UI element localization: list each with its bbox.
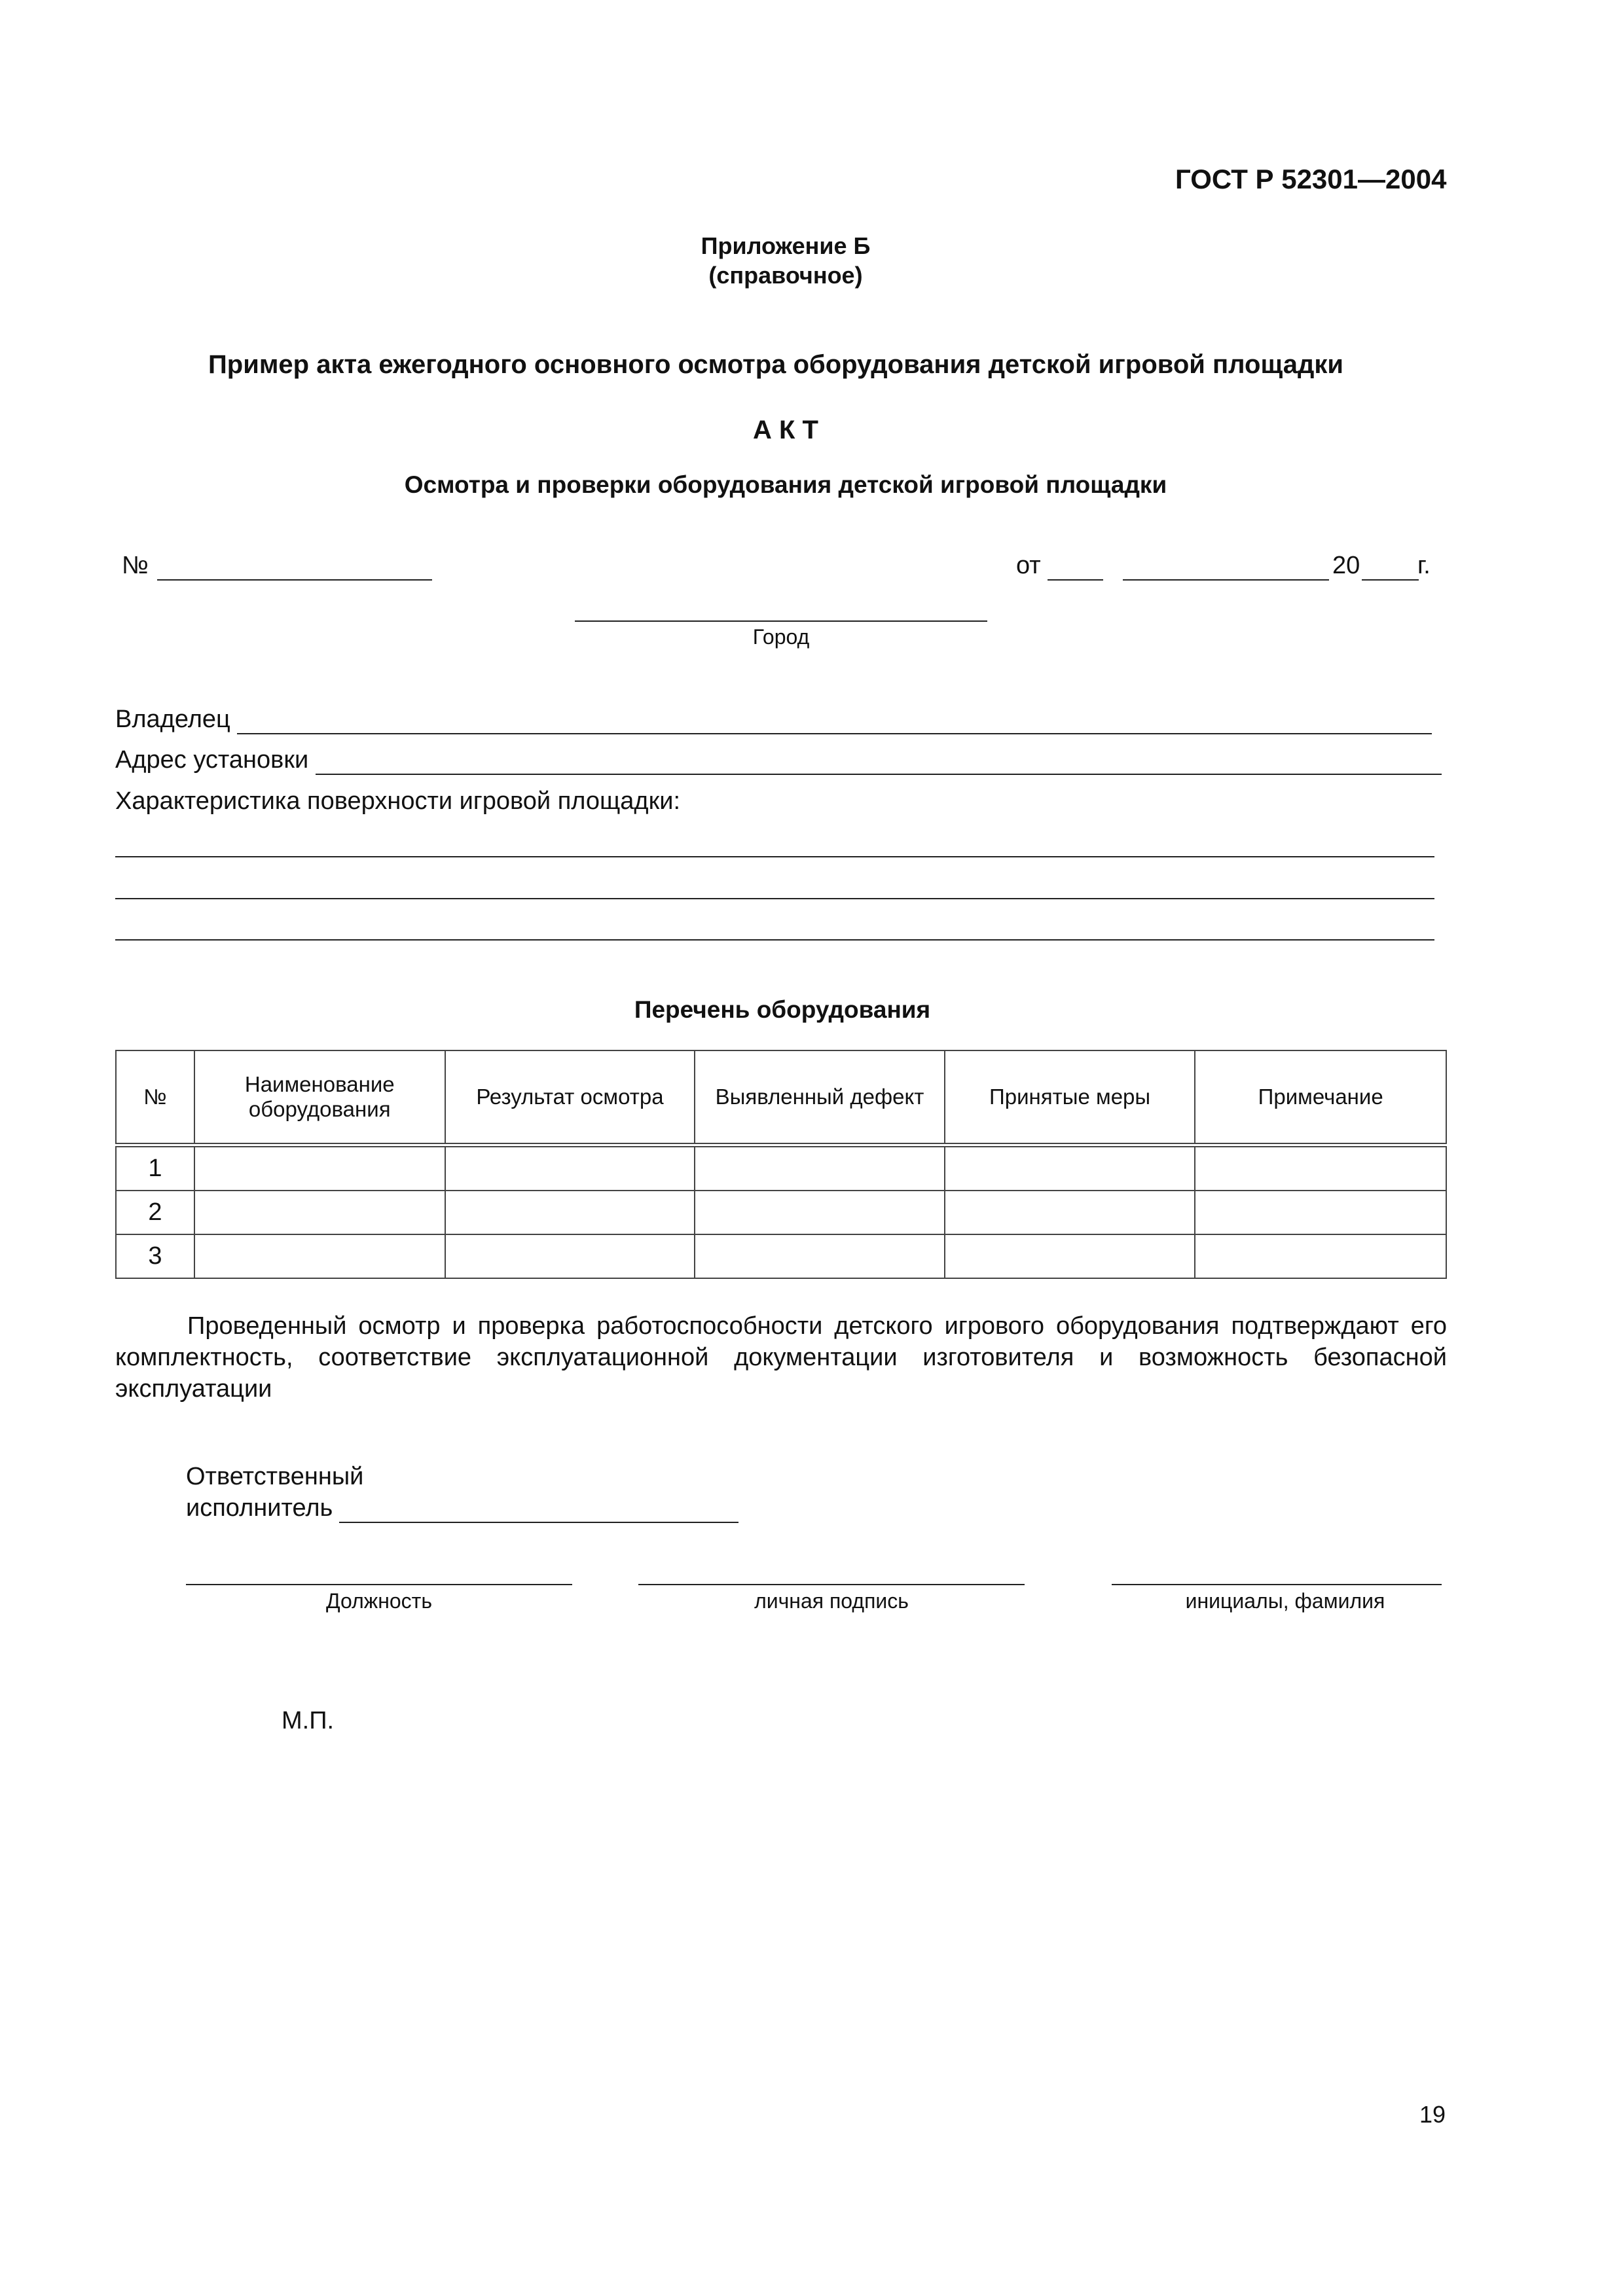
column-header-defect: Выявленный дефект xyxy=(695,1050,945,1145)
year-suffix: г. xyxy=(1417,552,1431,579)
column-header-inspection-result: Результат осмотра xyxy=(445,1050,695,1145)
table-cell[interactable] xyxy=(445,1145,695,1191)
name-caption: инициалы, фамилия xyxy=(1185,1589,1385,1613)
table-cell[interactable] xyxy=(194,1145,445,1191)
column-header-number: № xyxy=(116,1050,194,1145)
stamp-label: М.П. xyxy=(282,1707,335,1734)
row-number: 2 xyxy=(116,1191,194,1234)
appendix-title: Приложение Б xyxy=(701,232,871,259)
table-cell[interactable] xyxy=(194,1191,445,1234)
signature-caption: личная подпись xyxy=(754,1589,909,1613)
table-cell[interactable] xyxy=(1195,1145,1446,1191)
owner-label: Владелец xyxy=(115,706,230,733)
number-label: № xyxy=(122,552,149,579)
table-row xyxy=(116,1191,1446,1234)
surface-field-line-1[interactable] xyxy=(115,856,1434,857)
column-header-equipment-name-text: Наименование оборудования xyxy=(244,1072,395,1121)
act-label: А К Т xyxy=(753,416,818,444)
act-subject: Осмотра и проверки оборудования детской игровой площадки xyxy=(404,471,1167,498)
month-field[interactable] xyxy=(1123,579,1329,581)
page-number: 19 xyxy=(1419,2101,1446,2128)
table-row xyxy=(116,1234,1446,1278)
address-field[interactable] xyxy=(316,774,1442,775)
column-header-measures: Принятые меры xyxy=(945,1050,1195,1145)
surface-field-line-2[interactable] xyxy=(115,898,1434,899)
city-field[interactable] xyxy=(575,620,987,622)
equipment-table xyxy=(115,1050,1447,1279)
column-header-note: Примечание xyxy=(1195,1050,1446,1145)
position-field[interactable] xyxy=(186,1584,572,1585)
table-cell[interactable] xyxy=(695,1191,945,1234)
name-field[interactable] xyxy=(1112,1584,1442,1585)
table-cell[interactable] xyxy=(1195,1234,1446,1278)
executor-label: исполнитель xyxy=(186,1494,333,1522)
table-cell[interactable] xyxy=(945,1145,1195,1191)
city-caption: Город xyxy=(752,625,810,649)
signature-field[interactable] xyxy=(638,1584,1025,1585)
surface-label: Характеристика поверхности игровой площадки: xyxy=(115,787,680,815)
position-caption: Должность xyxy=(326,1589,432,1613)
table-cell[interactable] xyxy=(695,1145,945,1191)
executor-field[interactable] xyxy=(339,1522,739,1523)
owner-field[interactable] xyxy=(237,733,1432,734)
conclusion-paragraph: Проведенный осмотр и проверка работоспособности детского игрового оборудования подтверждают его комплектность, соответствие эксплуатационной документации изготовителя и возможность безопасной эксплуатации xyxy=(115,1312,1447,1403)
column-header-equipment-name xyxy=(194,1050,445,1145)
table-cell[interactable] xyxy=(945,1191,1195,1234)
table-cell[interactable] xyxy=(194,1234,445,1278)
equipment-title: Перечень оборудования xyxy=(634,996,931,1023)
table-row xyxy=(116,1145,1446,1191)
table-cell[interactable] xyxy=(1195,1191,1446,1234)
from-label: от xyxy=(1016,552,1041,579)
standard-number: ГОСТ Р 52301—2004 xyxy=(1175,164,1447,194)
surface-field-line-3[interactable] xyxy=(115,939,1434,941)
table-cell[interactable] xyxy=(445,1234,695,1278)
document-title: Пример акта ежегодного основного осмотра оборудования детской игровой площадки xyxy=(208,350,1343,379)
year-prefix: 20 xyxy=(1332,552,1360,579)
table-header-row xyxy=(116,1050,1446,1145)
appendix-subtitle: (справочное) xyxy=(708,262,863,289)
table-cell[interactable] xyxy=(695,1234,945,1278)
address-label: Адрес установки xyxy=(115,746,309,774)
row-number: 3 xyxy=(116,1234,194,1278)
day-field[interactable] xyxy=(1048,579,1103,581)
number-field[interactable] xyxy=(157,579,432,581)
table-cell[interactable] xyxy=(445,1191,695,1234)
year-field[interactable] xyxy=(1362,579,1419,581)
responsible-label: Ответственный xyxy=(186,1463,364,1490)
table-cell[interactable] xyxy=(945,1234,1195,1278)
row-number: 1 xyxy=(116,1145,194,1191)
